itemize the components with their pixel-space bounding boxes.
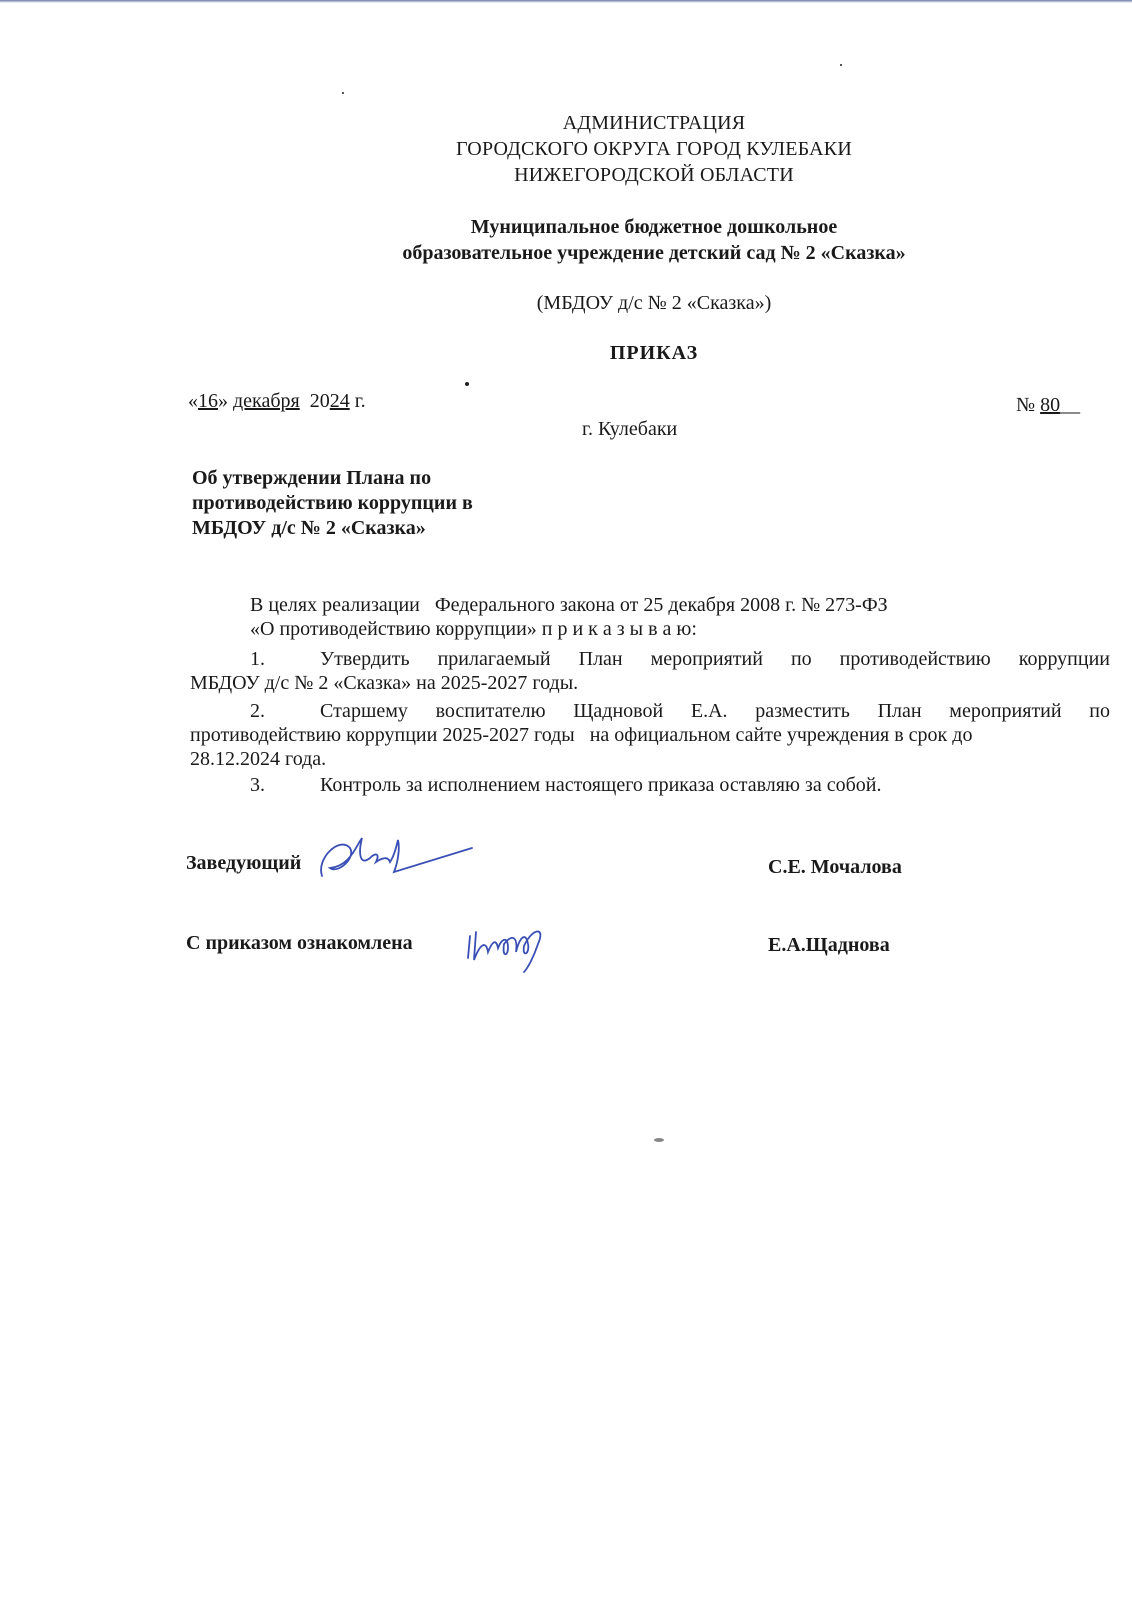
head-name: С.Е. Мочалова [768,856,902,878]
city: г. Кулебаки [582,418,678,440]
date-mid: » [218,390,233,412]
org-short-name: (МБДОУ д/с № 2 «Сказка») [536,292,772,314]
order-date [188,390,366,413]
intro-line2: «О противодействию коррупции» п р и к а з ы в а ю: [250,618,697,640]
date-open: « [188,390,198,412]
item-1-first [250,648,1110,671]
item-2-rest2: 28.12.2024 года. [190,748,327,770]
scan-speck [840,64,842,66]
item-2-first [250,700,1110,723]
item-1-text: Утвердить прилагаемый План мероприятий по противодействию коррупции [320,648,1110,670]
scan-speck [654,1138,664,1142]
item-1-number: 1. [250,648,265,670]
number-trail: __ [1060,394,1081,416]
number-value: 80 [1040,394,1061,416]
scan-speck [342,92,344,94]
date-year-suffix: 24 [329,390,350,412]
header-district: ГОРОДСКОГО ОКРУГА ГОРОД КУЛЕБАКИ [456,138,852,160]
item-2-rest: противодействию коррупции 2025-2027 годы на официальном сайте учреждения в срок до [190,724,973,746]
doc-type-title: ПРИКАЗ [609,342,699,364]
date-year-prefix: 20 [299,390,330,412]
header-administration: АДМИНИСТРАЦИЯ [562,112,746,134]
subject-line3: МБДОУ д/с № 2 «Сказка» [192,517,426,539]
item-1-rest: МБДОУ д/с № 2 «Сказка» на 2025-2027 годы. [190,672,579,694]
ack-title: С приказом ознакомлена [186,932,413,954]
ack-signature-icon [462,914,562,974]
intro-line1: В целях реализации Федерального закона от 25 декабря 2008 г. № 273-ФЗ [250,594,888,616]
order-subject [192,466,473,541]
org-name-line1: Муниципальное бюджетное дошкольное [470,216,838,238]
item-3-text: Контроль за исполнением настоящего приказа оставляю за собой. [320,774,882,796]
item-3 [250,774,1110,797]
scan-speck [465,382,469,386]
ack-name: Е.А.Щаднова [768,934,890,956]
item-2-text: Старшему воспитателю Щадновой Е.А. разместить План мероприятий по [320,700,1110,722]
number-prefix: № [1016,394,1041,416]
date-month: декабря [233,390,300,412]
header-region: НИЖЕГОРОДСКОЙ ОБЛАСТИ [514,164,794,186]
date-day: 16 [198,390,218,412]
subject-line2: противодействию коррупции в [192,492,473,514]
head-title: Заведующий [186,852,302,874]
subject-line1: Об утверждении Плана по [192,467,432,489]
head-signature-icon [310,818,480,888]
order-number [1016,394,1080,417]
org-name-line2: образовательное учреждение детский сад № 2 «Сказка» [402,242,906,264]
item-3-number: 3. [250,774,265,796]
date-tail: г. [349,390,366,412]
scan-edge [0,0,1132,3]
item-2-number: 2. [250,700,265,722]
